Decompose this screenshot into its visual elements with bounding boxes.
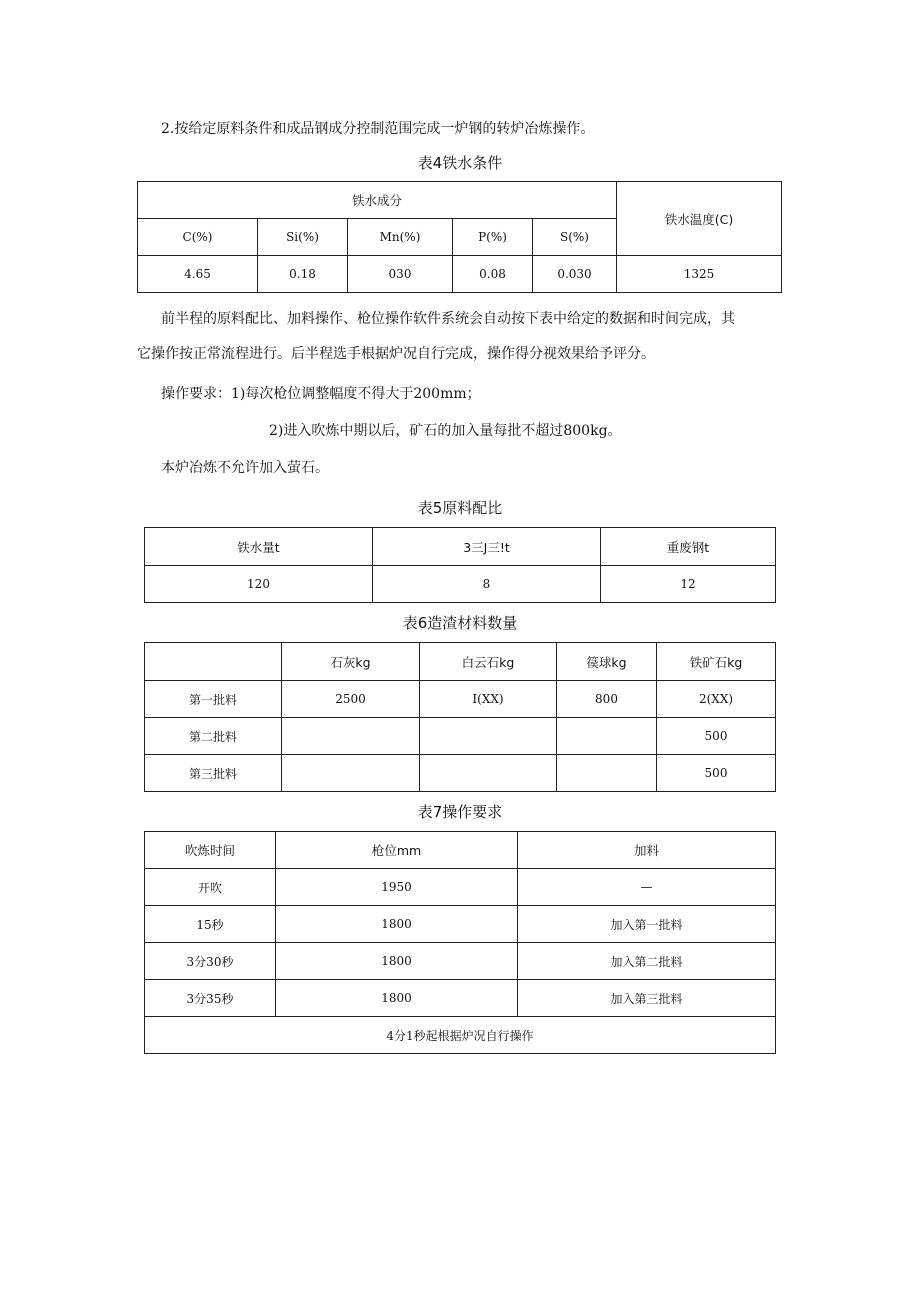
table-cell: 1800 — [276, 980, 518, 1017]
requirement-line: 操作要求：1)每次枪位调整幅度不得大于200mm； — [161, 386, 481, 402]
table-cell: 0.18 — [258, 256, 348, 293]
table-cell: 加入第一批料 — [518, 906, 776, 943]
table-cell: 500 — [657, 755, 776, 792]
table-cell: I(XX) — [420, 681, 557, 718]
column-header: 石灰kg — [282, 643, 420, 681]
table-cell: 2(XX) — [657, 681, 776, 718]
note-line: 本炉冶炼不允许加入萤石。 — [161, 460, 329, 476]
table-cell: 3分35秒 — [145, 980, 276, 1017]
column-header: 吹炼时间 — [145, 832, 276, 869]
column-header: 铁水量t — [145, 528, 373, 566]
intro-paragraph: 2.按给定原料条件和成品钢成分控制范围完成一炉钢的转炉冶炼操作。 — [161, 121, 595, 137]
table5-caption: 表5原料配比 — [417, 499, 503, 517]
column-header: C(%) — [138, 219, 258, 256]
table-cell: 1800 — [276, 906, 518, 943]
table-cell — [420, 755, 557, 792]
paragraph-line: 它操作按正常流程进行。后半程选手根据炉况自行完成，操作得分视效果给予评分。 — [137, 346, 655, 362]
table-cell: 500 — [657, 718, 776, 755]
table-cell — [282, 718, 420, 755]
table-cell: 开吹 — [145, 869, 276, 906]
table-cell — [282, 755, 420, 792]
table6-caption: 表6造渣材料数量 — [402, 614, 518, 632]
row-label: 第二批料 — [145, 718, 282, 755]
column-header: 铁矿石kg — [657, 643, 776, 681]
requirement-line: 2)进入吹炼中期以后，矿石的加入量每批不超过800kg。 — [269, 423, 622, 439]
table4-iron-conditions — [137, 181, 782, 293]
table-cell — [557, 755, 657, 792]
composition-header: 铁水成分 — [138, 182, 617, 219]
column-header: 枪位mm — [276, 832, 518, 869]
temperature-value: 1325 — [617, 256, 782, 293]
table-cell: 1950 — [276, 869, 518, 906]
table-cell: 030 — [348, 256, 453, 293]
column-header: 3三J三!t — [373, 528, 601, 566]
table-cell: 1800 — [276, 943, 518, 980]
table-cell: 4.65 — [138, 256, 258, 293]
column-header: S(%) — [533, 219, 617, 256]
table-cell: 8 — [373, 566, 601, 603]
table6-slag-materials — [144, 642, 776, 792]
column-header: Si(%) — [258, 219, 348, 256]
table-cell — [557, 718, 657, 755]
table-footer-note: 4分1秒起根据炉况自行操作 — [145, 1017, 776, 1054]
table-row — [145, 906, 776, 943]
table-cell: 0.08 — [453, 256, 533, 293]
table-cell: 800 — [557, 681, 657, 718]
column-header: Mn(%) — [348, 219, 453, 256]
paragraph-line: 前半程的原料配比、加料操作、枪位操作软件系统会自动按下表中给定的数据和时间完成，其 — [161, 311, 735, 327]
table7-operation-requirements — [144, 831, 776, 1054]
column-header: 篌球kg — [557, 643, 657, 681]
table7-caption: 表7操作要求 — [417, 803, 503, 821]
table-row — [145, 718, 776, 755]
row-label: 第三批料 — [145, 755, 282, 792]
table-cell: — — [518, 869, 776, 906]
temperature-header: 铁水温度(C) — [617, 182, 782, 256]
row-label: 第一批料 — [145, 681, 282, 718]
column-header: P(%) — [453, 219, 533, 256]
table-row — [145, 755, 776, 792]
table-cell — [420, 718, 557, 755]
column-header: 加料 — [518, 832, 776, 869]
table-row — [145, 869, 776, 906]
table-row — [145, 980, 776, 1017]
table-row — [145, 681, 776, 718]
table5-raw-material-ratio — [144, 527, 776, 603]
column-header: 重废钢t — [601, 528, 776, 566]
table-cell: 2500 — [282, 681, 420, 718]
table-cell: 15秒 — [145, 906, 276, 943]
table-cell: 加入第三批料 — [518, 980, 776, 1017]
table-cell: 12 — [601, 566, 776, 603]
table-cell: 加入第二批料 — [518, 943, 776, 980]
column-header — [145, 643, 282, 681]
table-cell: 120 — [145, 566, 373, 603]
column-header: 白云石kg — [420, 643, 557, 681]
table4-caption: 表4铁水条件 — [417, 154, 503, 172]
table-row — [145, 943, 776, 980]
table-cell: 3分30秒 — [145, 943, 276, 980]
table-cell: 0.030 — [533, 256, 617, 293]
